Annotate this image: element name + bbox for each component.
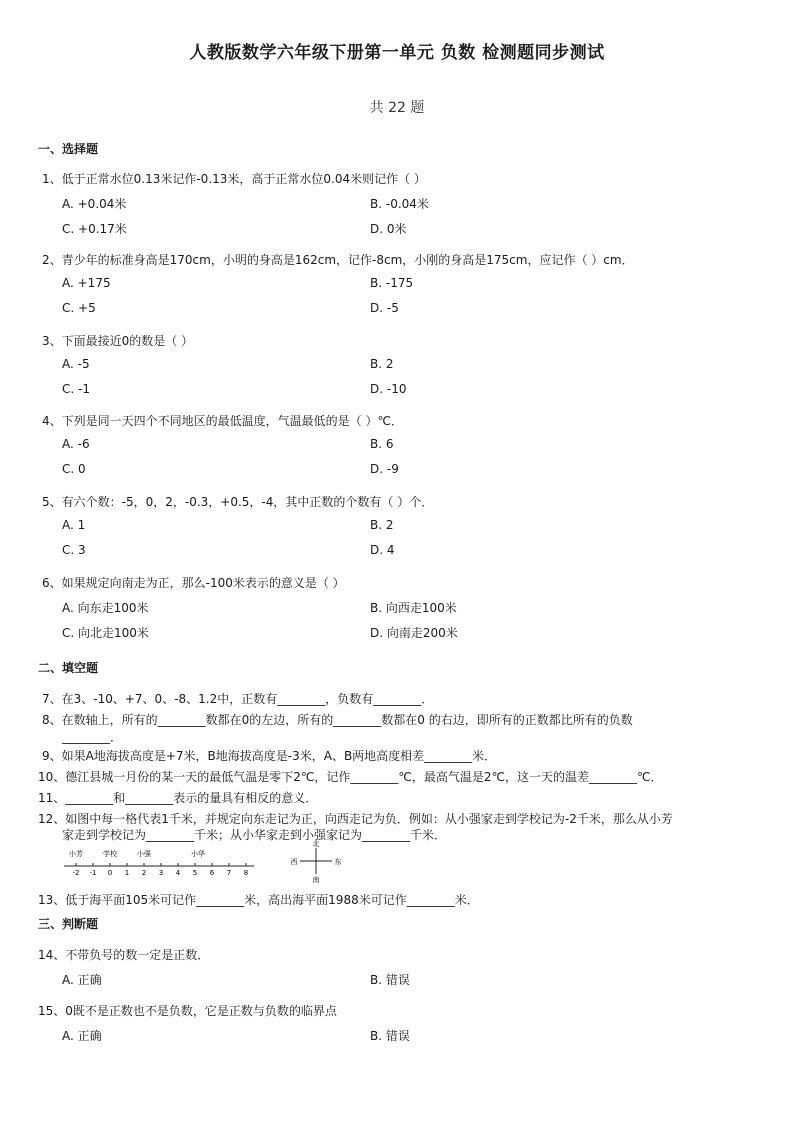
option[interactable]: A. +175 [62, 276, 111, 290]
option[interactable]: D. 4 [370, 543, 395, 557]
number-line-tick-label: -2 [72, 869, 80, 877]
number-line-figure [62, 846, 262, 882]
question-stem: 11、________和________表示的量具有相反的意义． [38, 791, 318, 805]
page-title: 人教版数学六年级下册第一单元 负数 检测题同步测试 [189, 43, 605, 63]
option[interactable]: A. -5 [62, 357, 90, 371]
option[interactable]: C. -1 [62, 382, 90, 396]
number-line-tick-label: 5 [192, 869, 198, 877]
location-label-xiaohua: 小华 [191, 850, 205, 858]
number-line-tick-label: 4 [175, 869, 181, 877]
question-stem: 1、低于正常水位0.13米记作-0.13米，高于正常水位0.04米则记作（ ） [42, 172, 426, 186]
option[interactable]: C. 向北走100米 [62, 626, 149, 640]
option[interactable]: B. -175 [370, 276, 414, 290]
option[interactable]: A. 正确 [62, 1029, 102, 1043]
question-stem: 2、青少年的标准身高是170cm，小明的身高是162cm，记作-8cm，小刚的身高是175cm，应记作（ ）cm． [42, 253, 634, 267]
question-stem: 4、下列是同一天四个不同地区的最低温度，气温最低的是（ ）℃． [42, 414, 403, 428]
location-label-xiaoqiang: 小强 [137, 850, 151, 858]
option[interactable]: A. 正确 [62, 973, 102, 987]
question-stem-continued: 家走到学校记为________千米；从小华家走到小强家记为________千米． [62, 828, 447, 842]
number-line-tick-label: 3 [158, 869, 164, 877]
number-line-tick-label: 7 [226, 869, 232, 877]
question-count: 共 22 题 [369, 100, 425, 116]
option[interactable]: D. 0米 [370, 222, 407, 236]
compass-south: 南 [312, 876, 320, 884]
number-line-tick-label: 0 [107, 869, 113, 877]
question-stem: 15、0既不是正数也不是负数，它是正数与负数的临界点 [38, 1004, 337, 1018]
question-stem: 12、如图中每一格代表1千米，并规定向东走记为正，向西走记为负．例如：从小强家走到学校记为-2千米，那么从小芳 [38, 812, 673, 826]
section-heading-choice: 一、选择题 [38, 142, 99, 156]
option[interactable]: D. 向南走200米 [370, 626, 458, 640]
option[interactable]: A. -6 [62, 437, 90, 451]
question-stem-continued: ________． [62, 730, 123, 744]
question-stem: 8、在数轴上，所有的________数都在0的左边，所有的________数都在0 的右边，即所有的正数都比所有的负数 [42, 713, 633, 727]
option[interactable]: C. +5 [62, 301, 96, 315]
option[interactable]: B. 向西走100米 [370, 601, 457, 615]
compass-east: 东 [334, 858, 342, 866]
number-line-tick-label: 2 [141, 869, 147, 877]
compass-west: 西 [290, 858, 298, 866]
location-label-school: 学校 [103, 850, 117, 858]
option[interactable]: B. 2 [370, 357, 394, 371]
number-line-tick-label: -1 [89, 869, 97, 877]
option[interactable]: B. 错误 [370, 1029, 410, 1043]
question-stem: 5、有六个数：-5，0，2，-0.3，+0.5，-4，其中正数的个数有（ ）个． [42, 495, 434, 509]
question-stem: 9、如果A地海拔高度是+7米，B地海拔高度是-3米，A、B两地高度相差________米． [42, 749, 497, 763]
compass-north: 北 [312, 840, 320, 848]
option[interactable]: D. -9 [370, 462, 399, 476]
question-stem: 13、低于海平面105米可记作________米，高出海平面1988米可记作________米． [38, 893, 479, 907]
option[interactable]: A. +0.04米 [62, 197, 127, 211]
option[interactable]: B. -0.04米 [370, 197, 429, 211]
question-stem: 6、如果规定向南走为正，那么-100米表示的意义是（ ） [42, 576, 345, 590]
option[interactable]: B. 6 [370, 437, 394, 451]
question-stem: 3、下面最接近0的数是（ ） [42, 334, 194, 348]
option[interactable]: C. 3 [62, 543, 86, 557]
option[interactable]: A. 向东走100米 [62, 601, 149, 615]
option[interactable]: B. 错误 [370, 973, 410, 987]
number-line-tick-label: 8 [243, 869, 249, 877]
section-heading-judge: 三、判断题 [38, 917, 99, 931]
section-heading-fill: 二、填空题 [38, 661, 99, 675]
option[interactable]: C. +0.17米 [62, 222, 127, 236]
question-stem: 10、德江县城一月份的某一天的最低气温是零下2℃，记作________℃，最高气温是2℃，这一天的温差________℃． [38, 770, 663, 784]
number-line-tick-label: 6 [209, 869, 215, 877]
compass-figure [288, 838, 344, 884]
option[interactable]: D. -10 [370, 382, 407, 396]
option[interactable]: A. 1 [62, 518, 86, 532]
question-stem: 14、不带负号的数一定是正数． [38, 948, 210, 962]
option[interactable]: B. 2 [370, 518, 394, 532]
number-line-tick-label: 1 [124, 869, 130, 877]
option[interactable]: D. -5 [370, 301, 399, 315]
option[interactable]: C. 0 [62, 462, 86, 476]
question-stem: 7、在3、-10、+7、0、-8、1.2中，正数有________，负数有________． [42, 692, 434, 706]
location-label-xiaofang: 小芳 [69, 850, 83, 858]
